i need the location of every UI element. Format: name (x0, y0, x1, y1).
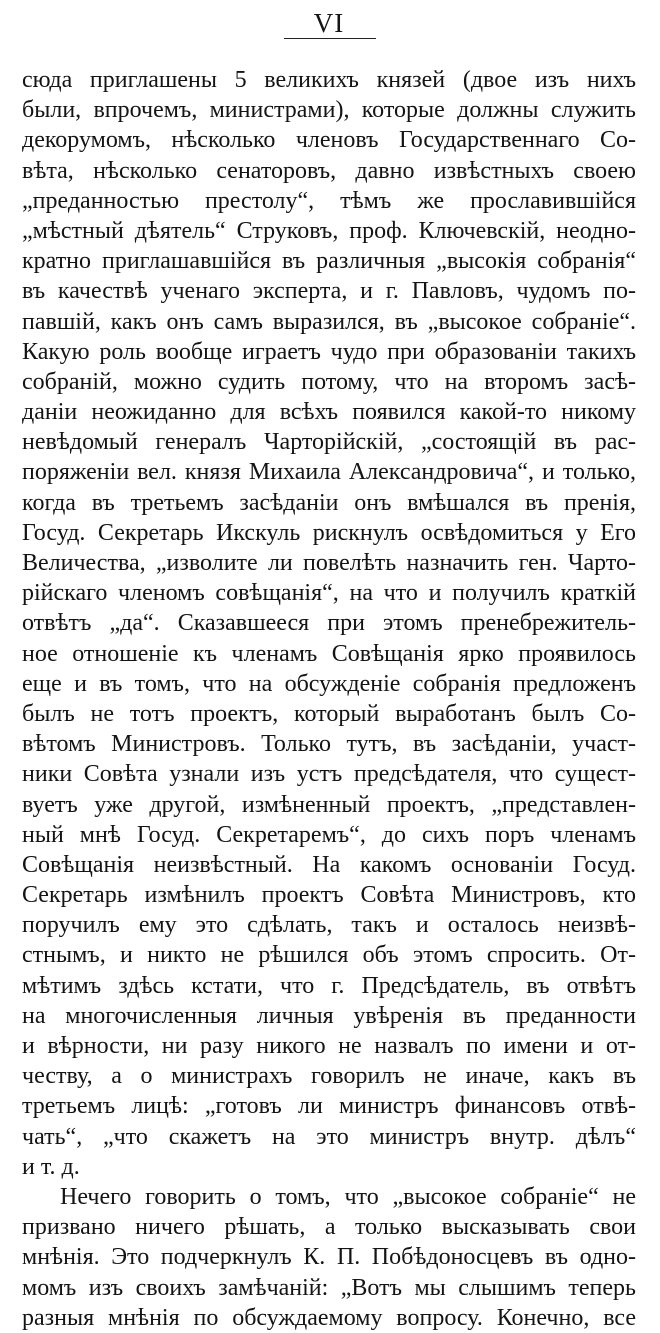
text-line: отвѣтъ „да“. Сказавшееся при этомъ пренебрежитель- (22, 610, 636, 637)
text-line: ное отношеніе къ членамъ Совѣщанія ярко проявилось (22, 640, 636, 667)
text-line: вуетъ уже другой, измѣненный проектъ, „представлен- (22, 791, 636, 818)
text-line: Нечего говорить о томъ, что „высокое собраніе“ не (60, 1183, 636, 1210)
page-number: VI (313, 8, 345, 38)
body-text (22, 65, 636, 1333)
text-line: кратно приглашавшійся въ различныя „высокія собранія“ (22, 248, 636, 275)
text-line: момъ изъ своихъ замѣчаній: „Вотъ мы слышимъ теперь (22, 1274, 636, 1301)
text-line: въ качествѣ ученаго эксперта, и г. Павловъ, чудомъ по- (22, 278, 636, 305)
text-line: третьемъ лицѣ: „готовъ ли министръ финансовъ отвѣ- (22, 1093, 636, 1120)
text-line: сюда приглашены 5 великихъ князей (двое изъ нихъ (22, 67, 636, 93)
text-line: чать“, „что скажетъ на это министръ внутр. дѣлъ“ (22, 1123, 636, 1150)
text-line: даніи неожиданно для всѣхъ появился какой-то никому (22, 399, 636, 426)
paragraph-2 (22, 1182, 636, 1333)
text-line: и вѣрности, ни разу никого не назвалъ по имени и от- (22, 1033, 636, 1059)
text-line: декорумомъ, нѣсколько членовъ Государственнаго Со- (22, 127, 636, 154)
text-line: Какую роль вообще играетъ чудо при образованіи такихъ (22, 338, 636, 365)
page-header (22, 8, 636, 38)
paragraph-1 (22, 65, 636, 1182)
text-line: павшій, какъ онъ самъ выразился, въ „высокое собраніе“. (22, 308, 636, 335)
text-line: мѣтимъ здѣсь кстати, что г. Предсѣдатель, въ отвѣтъ (22, 972, 636, 999)
header-rule (284, 38, 376, 39)
text-line: вѣтомъ Министровъ. Только тутъ, въ засѣданіи, участ- (22, 731, 636, 758)
text-line: невѣдомый генералъ Чарторійскій, „состоящій въ рас- (22, 429, 636, 456)
text-line: былъ не тотъ проектъ, который выработанъ былъ Со- (22, 700, 636, 727)
text-line: поряженіи вел. князя Михаила Александровича“, и только, (22, 459, 636, 486)
text-line: рійскаго членомъ совѣщанія“, на что и получилъ краткій (22, 580, 636, 607)
text-line: „мѣстный дѣятель“ Струковъ, проф. Ключевскій, неодно- (22, 217, 636, 244)
text-line: мнѣнія. Это подчеркнулъ К. П. Побѣдоносцевъ въ одно- (22, 1244, 636, 1271)
text-line: ники Совѣта узнали изъ устъ предсѣдателя, что сущест- (22, 761, 636, 788)
text-line: поручилъ ему это сдѣлать, такъ и осталось неизвѣ- (22, 912, 636, 939)
text-line: призвано ничего рѣшать, а только высказывать свои (22, 1214, 636, 1241)
text-line: честву, а о министрахъ говорилъ не иначе, какъ въ (22, 1063, 636, 1090)
text-line: вѣта, нѣсколько сенаторовъ, давно извѣстныхъ своею (22, 157, 636, 184)
text-line: собраній, можно судить потому, что на второмъ засѣ- (22, 368, 636, 395)
text-line: Секретарь измѣнилъ проектъ Совѣта Министровъ, кто (22, 882, 636, 909)
text-line: были, впрочемъ, министрами), которые должны служить (22, 97, 636, 124)
text-line: когда въ третьемъ засѣданіи онъ вмѣшался въ пренія, (22, 489, 636, 516)
text-line: Величества, „изволите ли повелѣть назначить ген. Чарто- (22, 550, 636, 576)
text-line: стнымъ, и никто не рѣшился объ этомъ спросить. От- (22, 942, 636, 969)
text-line: ный мнѣ Госуд. Секретаремъ“, до сихъ поръ членамъ (22, 821, 636, 848)
text-line: „преданностью престолу“, тѣмъ же прославившійся (22, 187, 636, 214)
text-line: разныя мнѣнія по обсуждаемому вопросу. Конечно, все (22, 1304, 636, 1331)
text-line: Совѣщанія неизвѣстный. На какомъ основаніи Госуд. (22, 851, 636, 878)
document-page (22, 0, 636, 1331)
text-line: Госуд. Секретарь Икскуль рискнулъ освѣдомиться у Его (22, 519, 636, 546)
text-line: на многочисленныя личныя увѣренія въ преданности (22, 1002, 636, 1029)
text-line: еще и въ томъ, что на обсужденіе собранія предложенъ (22, 670, 636, 697)
text-line: и т. д. (22, 1153, 80, 1180)
